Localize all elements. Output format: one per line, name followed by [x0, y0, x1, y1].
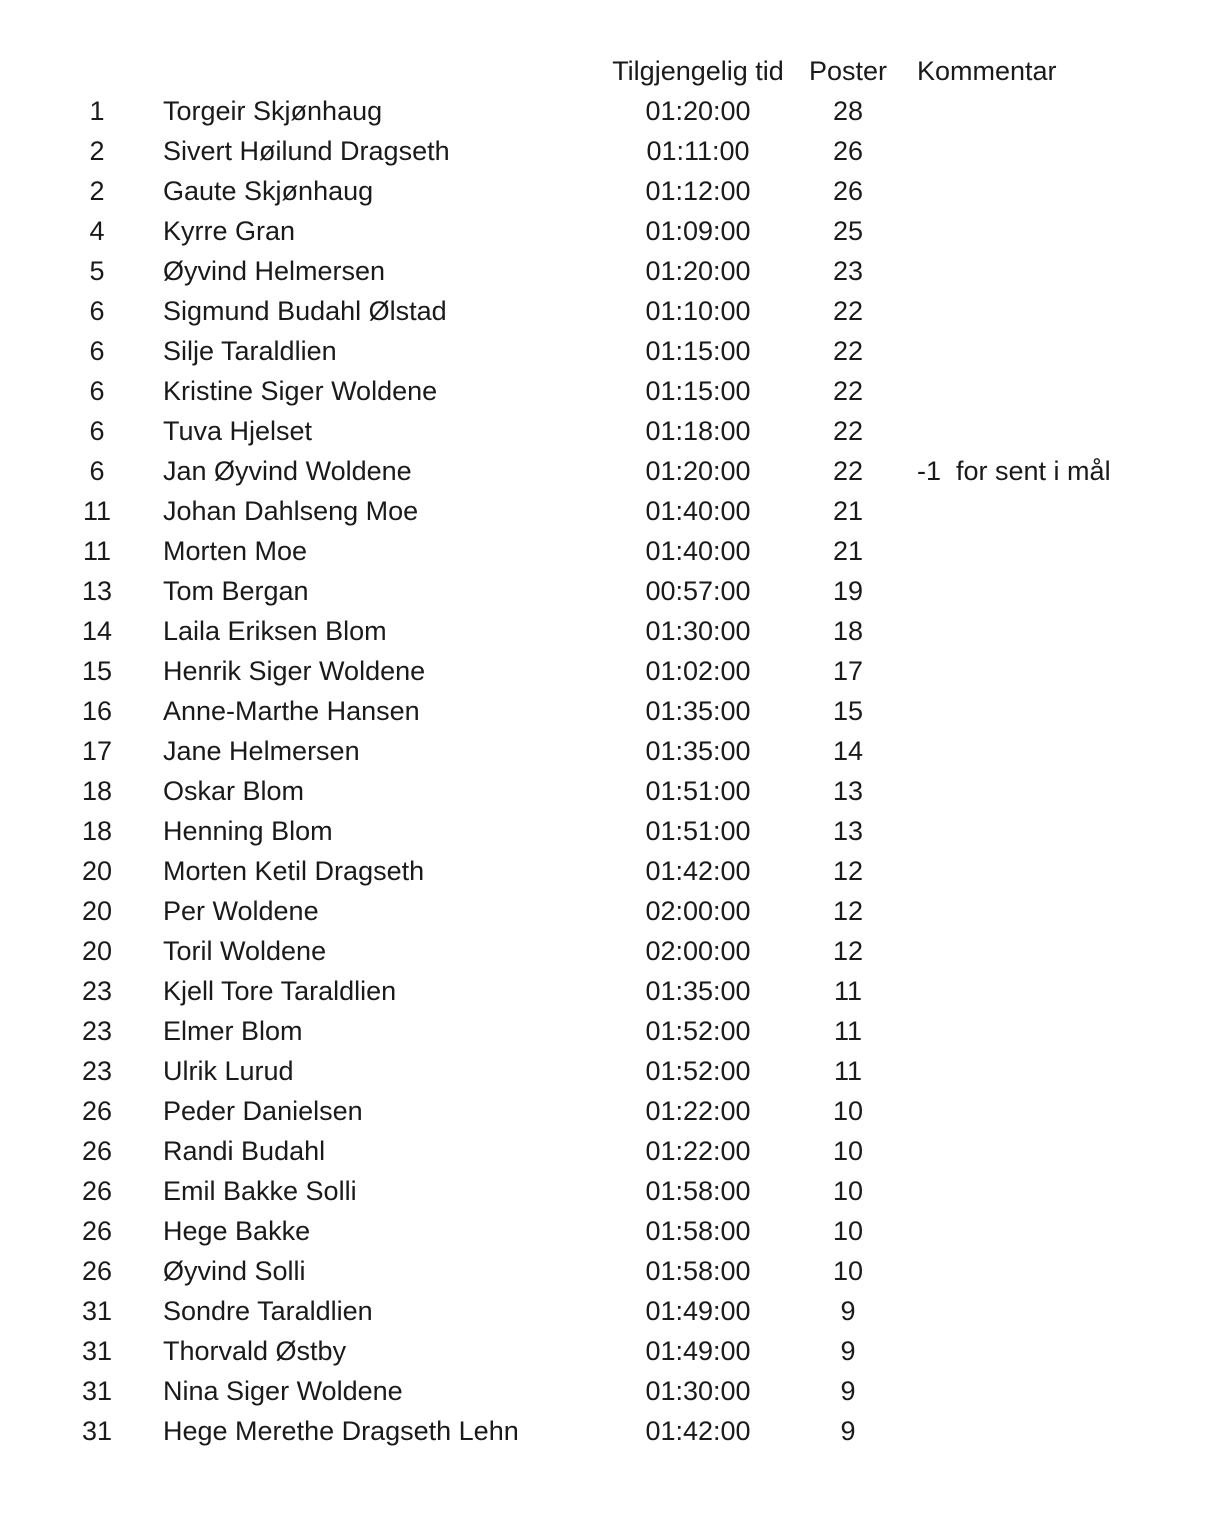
name-cell: Sivert Høilund Dragseth	[163, 136, 450, 166]
rank-cell: 15	[81, 656, 113, 686]
name-cell: Kristine Siger Woldene	[163, 376, 438, 406]
rank-cell: 23	[81, 1016, 113, 1046]
name-cell: Emil Bakke Solli	[163, 1176, 357, 1206]
posts-cell: 10	[832, 1216, 864, 1246]
header-time: Tilgjengelig tid	[612, 56, 784, 86]
name-cell: Tuva Hjelset	[163, 416, 313, 446]
name-cell: Øyvind Solli	[163, 1256, 306, 1286]
posts-cell: 11	[833, 976, 863, 1006]
table-row	[62, 1251, 1212, 1291]
table-row	[62, 851, 1212, 891]
posts-cell: 25	[832, 216, 864, 246]
time-cell: 00:57:00	[645, 576, 751, 606]
header-comment: Kommentar	[917, 56, 1057, 86]
rank-cell: 31	[81, 1376, 113, 1406]
time-cell: 01:58:00	[645, 1256, 751, 1286]
name-cell: Sondre Taraldlien	[163, 1296, 373, 1326]
posts-cell: 21	[832, 496, 864, 526]
posts-cell: 23	[832, 256, 864, 286]
comment-cell: -1 for sent i mål	[917, 456, 1111, 486]
table-row	[62, 451, 1212, 491]
time-cell: 01:35:00	[645, 736, 751, 766]
name-cell: Nina Siger Woldene	[163, 1376, 403, 1406]
table-row	[62, 131, 1212, 171]
time-cell: 01:30:00	[645, 1376, 751, 1406]
rank-cell: 23	[81, 1056, 113, 1086]
time-cell: 01:40:00	[645, 496, 751, 526]
name-cell: Morten Ketil Dragseth	[163, 856, 425, 886]
rank-cell: 16	[81, 696, 113, 726]
table-row	[62, 331, 1212, 371]
time-cell: 01:49:00	[645, 1336, 751, 1366]
table-row	[62, 411, 1212, 451]
rank-cell: 17	[81, 736, 113, 766]
rank-cell: 23	[81, 976, 113, 1006]
posts-cell: 11	[833, 1016, 863, 1046]
posts-cell: 10	[832, 1256, 864, 1286]
name-cell: Oskar Blom	[163, 776, 305, 806]
name-cell: Sigmund Budahl Ølstad	[163, 296, 447, 326]
posts-cell: 9	[840, 1336, 856, 1366]
table-row	[62, 571, 1212, 611]
table-row	[62, 1091, 1212, 1131]
rank-cell: 5	[89, 256, 105, 286]
rank-cell: 18	[81, 816, 113, 846]
table-row	[62, 651, 1212, 691]
table-row	[62, 811, 1212, 851]
time-cell: 01:18:00	[645, 416, 751, 446]
posts-cell: 26	[832, 176, 864, 206]
posts-cell: 10	[832, 1136, 864, 1166]
table-row	[62, 611, 1212, 651]
table-row	[62, 1131, 1212, 1171]
name-cell: Per Woldene	[163, 896, 319, 926]
rank-cell: 31	[81, 1416, 113, 1446]
table-row	[62, 1051, 1212, 1091]
posts-cell: 12	[832, 856, 864, 886]
rank-cell: 1	[89, 96, 105, 126]
posts-cell: 26	[832, 136, 864, 166]
posts-cell: 14	[832, 736, 864, 766]
rank-cell: 11	[82, 496, 112, 526]
rank-cell: 6	[89, 336, 105, 366]
header-posts: Poster	[808, 56, 888, 86]
name-cell: Randi Budahl	[163, 1136, 326, 1166]
posts-cell: 10	[832, 1096, 864, 1126]
time-cell: 01:20:00	[645, 256, 751, 286]
table-row	[62, 491, 1212, 531]
name-cell: Kjell Tore Taraldlien	[163, 976, 397, 1006]
name-cell: Gaute Skjønhaug	[163, 176, 374, 206]
name-cell: Toril Woldene	[163, 936, 327, 966]
name-cell: Henning Blom	[163, 816, 333, 846]
name-cell: Silje Taraldlien	[163, 336, 337, 366]
rank-cell: 6	[89, 416, 105, 446]
rank-cell: 14	[81, 616, 113, 646]
rank-cell: 26	[81, 1176, 113, 1206]
posts-cell: 15	[832, 696, 864, 726]
rank-cell: 20	[81, 856, 113, 886]
rank-cell: 11	[82, 536, 112, 566]
time-cell: 01:02:00	[645, 656, 751, 686]
table-row	[62, 731, 1212, 771]
rank-cell: 6	[89, 296, 105, 326]
time-cell: 02:00:00	[645, 896, 751, 926]
table-row	[62, 1211, 1212, 1251]
time-cell: 01:58:00	[645, 1176, 751, 1206]
time-cell: 01:12:00	[645, 176, 751, 206]
name-cell: Laila Eriksen Blom	[163, 616, 387, 646]
time-cell: 01:15:00	[645, 336, 751, 366]
posts-cell: 22	[832, 376, 864, 406]
rank-cell: 20	[81, 896, 113, 926]
table-row	[62, 91, 1212, 131]
posts-cell: 10	[832, 1176, 864, 1206]
name-cell: Thorvald Østby	[163, 1336, 347, 1366]
time-cell: 01:40:00	[645, 536, 751, 566]
posts-cell: 19	[832, 576, 864, 606]
time-cell: 02:00:00	[645, 936, 751, 966]
table-row	[62, 211, 1212, 251]
time-cell: 01:22:00	[645, 1136, 751, 1166]
table-row	[62, 251, 1212, 291]
table-row	[62, 171, 1212, 211]
table-row	[62, 1411, 1212, 1451]
table-row	[62, 1171, 1212, 1211]
table-row	[62, 971, 1212, 1011]
time-cell: 01:42:00	[645, 856, 751, 886]
rank-cell: 26	[81, 1256, 113, 1286]
time-cell: 01:35:00	[645, 696, 751, 726]
name-cell: Peder Danielsen	[163, 1096, 363, 1126]
rank-cell: 20	[81, 936, 113, 966]
table-row	[62, 371, 1212, 411]
table-row	[62, 1291, 1212, 1331]
rank-cell: 6	[89, 456, 105, 486]
rank-cell: 18	[81, 776, 113, 806]
results-table	[62, 51, 1212, 1451]
posts-cell: 28	[832, 96, 864, 126]
name-cell: Johan Dahlseng Moe	[163, 496, 419, 526]
time-cell: 01:58:00	[645, 1216, 751, 1246]
table-row	[62, 771, 1212, 811]
name-cell: Hege Bakke	[163, 1216, 311, 1246]
time-cell: 01:42:00	[645, 1416, 751, 1446]
name-cell: Tom Bergan	[163, 576, 309, 606]
table-row	[62, 891, 1212, 931]
table-row	[62, 691, 1212, 731]
rank-cell: 2	[89, 136, 105, 166]
name-cell: Anne-Marthe Hansen	[163, 696, 420, 726]
posts-cell: 9	[840, 1416, 856, 1446]
time-cell: 01:20:00	[645, 96, 751, 126]
time-cell: 01:15:00	[645, 376, 751, 406]
table-header-row	[62, 51, 1212, 91]
rank-cell: 4	[89, 216, 105, 246]
posts-cell: 17	[832, 656, 864, 686]
posts-cell: 13	[832, 816, 864, 846]
time-cell: 01:20:00	[645, 456, 751, 486]
time-cell: 01:11:00	[646, 136, 750, 166]
posts-cell: 9	[840, 1296, 856, 1326]
name-cell: Hege Merethe Dragseth Lehn	[163, 1416, 519, 1446]
rank-cell: 26	[81, 1096, 113, 1126]
posts-cell: 22	[832, 416, 864, 446]
posts-cell: 22	[832, 456, 864, 486]
posts-cell: 9	[840, 1376, 856, 1406]
time-cell: 01:51:00	[645, 776, 751, 806]
time-cell: 01:09:00	[645, 216, 751, 246]
posts-cell: 13	[832, 776, 864, 806]
posts-cell: 11	[833, 1056, 863, 1086]
rank-cell: 2	[89, 176, 105, 206]
rank-cell: 31	[81, 1336, 113, 1366]
time-cell: 01:35:00	[645, 976, 751, 1006]
posts-cell: 12	[832, 896, 864, 926]
posts-cell: 18	[832, 616, 864, 646]
table-row	[62, 531, 1212, 571]
posts-cell: 21	[832, 536, 864, 566]
time-cell: 01:30:00	[645, 616, 751, 646]
results-body	[62, 91, 1212, 1451]
rank-cell: 26	[81, 1136, 113, 1166]
posts-cell: 22	[832, 296, 864, 326]
table-row	[62, 1011, 1212, 1051]
time-cell: 01:49:00	[645, 1296, 751, 1326]
time-cell: 01:52:00	[645, 1056, 751, 1086]
name-cell: Jan Øyvind Woldene	[163, 456, 412, 486]
posts-cell: 12	[832, 936, 864, 966]
table-row	[62, 291, 1212, 331]
table-row	[62, 931, 1212, 971]
name-cell: Elmer Blom	[163, 1016, 303, 1046]
table-row	[62, 1371, 1212, 1411]
posts-cell: 22	[832, 336, 864, 366]
time-cell: 01:10:00	[645, 296, 751, 326]
rank-cell: 26	[81, 1216, 113, 1246]
rank-cell: 13	[81, 576, 113, 606]
name-cell: Kyrre Gran	[163, 216, 296, 246]
table-row	[62, 1331, 1212, 1371]
time-cell: 01:22:00	[645, 1096, 751, 1126]
time-cell: 01:52:00	[645, 1016, 751, 1046]
name-cell: Henrik Siger Woldene	[163, 656, 426, 686]
rank-cell: 31	[81, 1296, 113, 1326]
name-cell: Morten Moe	[163, 536, 308, 566]
name-cell: Jane Helmersen	[163, 736, 360, 766]
name-cell: Ulrik Lurud	[163, 1056, 294, 1086]
name-cell: Torgeir Skjønhaug	[163, 96, 383, 126]
rank-cell: 6	[89, 376, 105, 406]
name-cell: Øyvind Helmersen	[163, 256, 386, 286]
time-cell: 01:51:00	[645, 816, 751, 846]
